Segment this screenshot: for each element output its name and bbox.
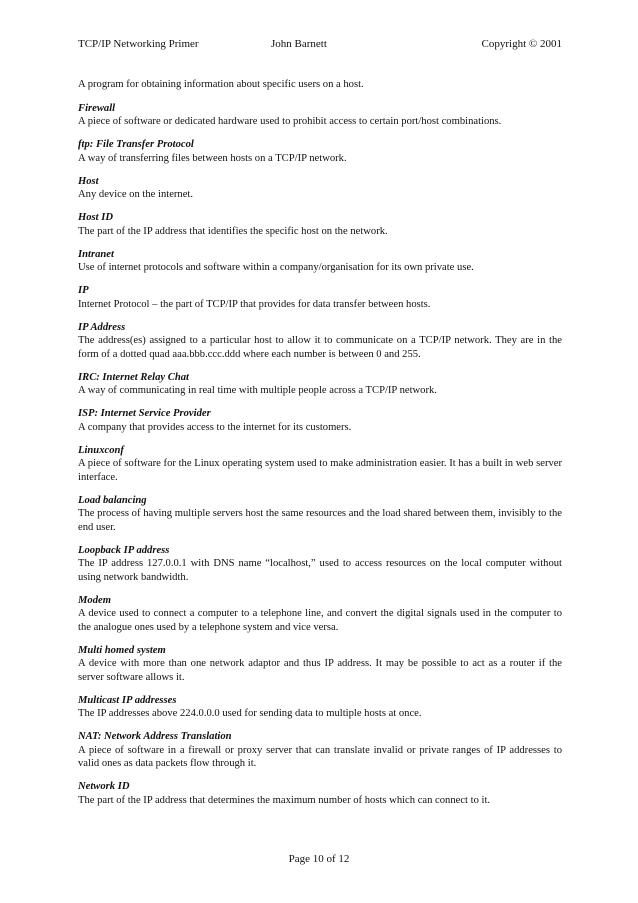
page-header	[78, 36, 562, 52]
entry-term: Modem	[78, 594, 111, 606]
glossary-entry	[78, 594, 562, 635]
entry-definition: A device used to connect a computer to a telephone line, and convert the digital signals used in the computer to the analogue ones used by a telephone system and vice versa.	[78, 608, 562, 633]
entry-definition: A way of transferring files between hosts on a TCP/IP network.	[78, 152, 347, 164]
entry-definition: The part of the IP address that identifies the specific host on the network.	[78, 225, 388, 237]
entry-definition: The part of the IP address that determines the maximum number of hosts which can connect to it.	[78, 794, 491, 806]
entry-term: Host ID	[78, 212, 114, 223]
entry-term: IP	[78, 285, 89, 296]
glossary-entry	[78, 371, 562, 398]
entry-definition: Internet Protocol – the part of TCP/IP that provides for data transfer between hosts.	[78, 298, 431, 310]
entry-definition: A way of communicating in real time with multiple people across a TCP/IP network.	[78, 385, 437, 396]
page-number: Page 10 of 12	[288, 853, 350, 865]
glossary-entry	[78, 138, 562, 165]
entry-term: ISP: Internet Service Provider	[78, 408, 211, 419]
glossary-entry	[78, 730, 562, 771]
entry-term: Linuxconf	[78, 444, 124, 456]
entry-term: IP Address	[78, 321, 126, 333]
entry-definition: The IP address 127.0.0.1 with DNS name “localhost,” used to access resources on the local computer without using network bandwidth.	[78, 558, 562, 583]
entry-definition: Use of internet protocols and software within a company/organisation for its own private use.	[78, 262, 474, 273]
page-footer	[0, 852, 638, 866]
glossary-entry	[78, 284, 562, 311]
entry-term: Multi homed system	[78, 644, 166, 656]
glossary-entry	[78, 694, 562, 721]
entry-term: Intranet	[78, 248, 114, 260]
glossary-entry	[78, 321, 562, 362]
glossary-entry	[78, 780, 562, 807]
entry-term: Network ID	[78, 781, 130, 792]
glossary-entry	[78, 211, 562, 238]
entry-definition: Any device on the internet.	[78, 189, 194, 200]
glossary-entry	[78, 248, 562, 275]
intro-text: A program for obtaining information about specific users on a host.	[78, 79, 364, 90]
header-author: John Barnett	[271, 38, 327, 50]
entry-definition: The IP addresses above 224.0.0.0 used for sending data to multiple hosts at once.	[78, 708, 422, 719]
entry-term: NAT: Network Address Translation	[78, 731, 232, 742]
header-title: TCP/IP Networking Primer	[78, 38, 199, 50]
glossary-entry	[78, 175, 562, 202]
entry-definition: A company that provides access to the internet for its customers.	[78, 421, 352, 433]
entry-definition: A piece of software or dedicated hardware used to prohibit access to certain port/host combinations.	[78, 116, 502, 127]
entry-term: Host	[78, 175, 99, 187]
entry-definition: A device with more than one network adaptor and thus IP address. It may be possible to act as a router if the server software allows it.	[78, 658, 562, 683]
entry-term: Loopback IP address	[78, 544, 170, 556]
glossary-entry	[78, 494, 562, 535]
entry-term: Firewall	[78, 102, 116, 114]
entry-term: Multicast IP addresses	[78, 694, 177, 706]
glossary-content	[78, 78, 562, 817]
glossary-entry	[78, 102, 562, 129]
entry-term: IRC: Internet Relay Chat	[78, 371, 189, 383]
entry-definition: The address(es) assigned to a particular host to allow it to communicate on a TCP/IP network. They are in the form of a dotted quad aaa.bbb.ccc.ddd where each number is between 0 and 255.	[78, 335, 562, 360]
glossary-entry	[78, 444, 562, 485]
entry-term: Load balancing	[78, 494, 147, 506]
header-copyright: Copyright © 2001	[481, 38, 562, 50]
glossary-entry	[78, 544, 562, 585]
entry-definition: A piece of software in a firewall or proxy server that can translate invalid or private ranges of IP addresses to valid ones as data packets flow through it.	[78, 744, 562, 769]
entry-definition: The process of having multiple servers host the same resources and the load shared between them, invisibly to the end user.	[78, 508, 562, 533]
entry-term: ftp: File Transfer Protocol	[78, 139, 194, 150]
glossary-entry	[78, 644, 562, 685]
entry-definition: A piece of software for the Linux operating system used to make administration easier. It has a built in web server interface.	[78, 458, 562, 483]
glossary-entry	[78, 407, 562, 434]
